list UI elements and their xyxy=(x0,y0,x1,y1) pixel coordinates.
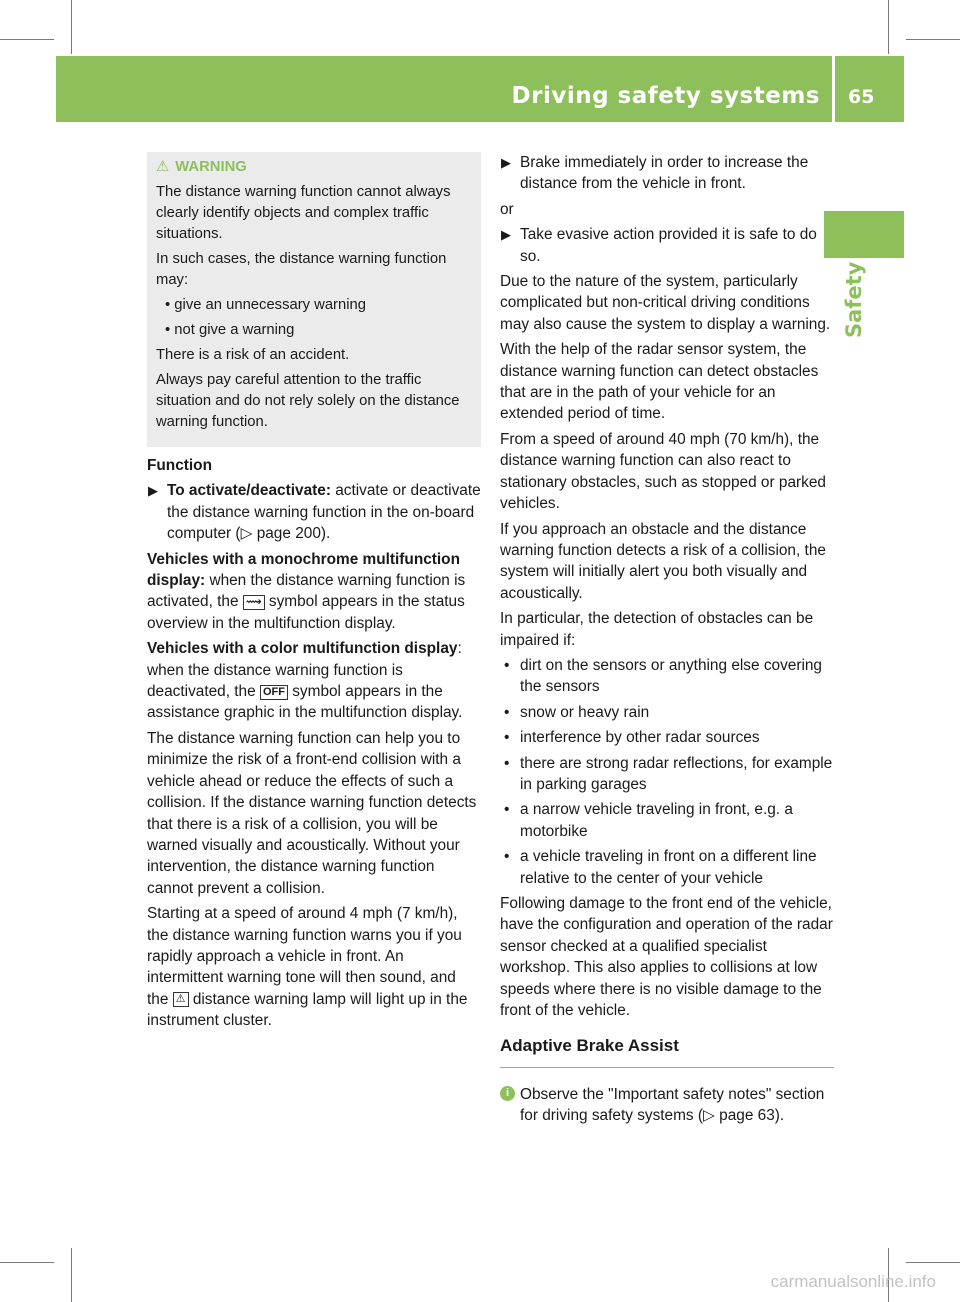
crop-mark xyxy=(906,39,960,40)
page-ref-icon: ▷ xyxy=(240,525,253,543)
body-paragraph: Starting at a speed of around 4 mph (7 km/h), the distance warning function warns you if you rapidly approach a vehicle in front. An intermittent warning tone will then sound, and the ⚠ distance warning lamp will light up in the instrument cluster. xyxy=(147,905,468,1030)
section-label: Safety xyxy=(842,261,866,338)
left-column xyxy=(147,152,481,1036)
or-text: or xyxy=(500,200,514,218)
step-arrow-icon: ▶ xyxy=(148,483,158,499)
warning-bullet: • give an unnecessary warning xyxy=(165,297,366,313)
crop-mark xyxy=(0,39,54,40)
crop-mark xyxy=(71,1248,72,1302)
info-note: i Observe the "Important safety notes" section for driving safety systems (▷ page 63). xyxy=(500,1084,834,1127)
body-paragraph: Due to the nature of the system, particularly complicated but non-critical driving conditions may also cause the system to display a warning. xyxy=(500,273,831,333)
section-tab xyxy=(824,211,904,258)
warning-text: Always pay careful attention to the traffic situation and do not rely solely on the distance warning function. xyxy=(156,372,460,430)
body-paragraph: Following damage to the front end of the vehicle, have the configuration and operation of the radar sensor checked at a qualified specialist workshop. This also applies to collisions at low speeds where there is no visible damage to the front of the vehicle. xyxy=(500,895,833,1020)
watermark: carmanualsonline.info xyxy=(770,1272,936,1291)
step-arrow-icon: ▶ xyxy=(501,227,511,243)
distance-warning-icon: ⟿ xyxy=(243,595,265,610)
list-item: • there are strong radar reflections, for example in parking garages xyxy=(504,754,833,793)
mono-display-paragraph: Vehicles with a monochrome multifunction display: when the distance warning function is activated, the ⟿ symbol appears in the status overview in the multifunction display. xyxy=(147,550,466,632)
page-ref-icon: ▷ xyxy=(703,1107,715,1125)
body-paragraph: With the help of the radar sensor system, the distance warning function can detect obstacles that are in the path of your vehicle for an extended period of time. xyxy=(500,341,819,423)
warning-text: The distance warning function cannot always clearly identify objects and complex traffic situations. xyxy=(156,184,451,242)
info-icon: i xyxy=(500,1086,515,1101)
body-paragraph: If you approach an obstacle and the distance warning function detects a risk of a collision, the system will initially alert you both visually and acoustically. xyxy=(500,520,826,602)
list-item: • dirt on the sensors or anything else covering the sensors xyxy=(504,656,822,696)
warning-text: There is a risk of an accident. xyxy=(156,347,350,363)
step-brake: ▶ Brake immediately in order to increase the distance from the vehicle in front. xyxy=(501,154,809,193)
warning-text: In such cases, the distance warning function may: xyxy=(156,251,447,288)
page-title: Driving safety systems xyxy=(511,83,820,109)
warning-lamp-icon: ⚠ xyxy=(173,992,189,1007)
list-item: • snow or heavy rain xyxy=(504,703,650,721)
header-divider xyxy=(832,56,835,122)
distance-warning-off-icon: OFF xyxy=(260,685,288,700)
step-arrow-icon: ▶ xyxy=(501,155,511,170)
step-evade: ▶ Take evasive action provided it is safe to do so. xyxy=(501,226,817,265)
warning-box xyxy=(147,152,481,447)
body-paragraph: In particular, the detection of obstacles can be impaired if: xyxy=(500,610,814,649)
color-display-paragraph: Vehicles with a color multifunction display: when the distance warning function is deactivated, the OFF symbol appears in the assistance graphic in the multifunction display. xyxy=(147,640,463,722)
list-item: • a vehicle traveling in front on a different line relative to the center of your vehicle xyxy=(504,848,817,887)
list-item: • interference by other radar sources xyxy=(504,729,760,747)
warning-bullet: • not give a warning xyxy=(165,322,295,338)
warning-triangle-icon: ⚠ xyxy=(156,159,170,175)
crop-mark xyxy=(906,1262,960,1263)
step-activate: ▶ To activate/deactivate: activate or deactivate the distance warning function in the on-board computer (▷ page 200). xyxy=(148,482,481,543)
warning-heading: ⚠ WARNING xyxy=(156,159,247,175)
body-paragraph: The distance warning function can help you to minimize the risk of a front-end collision with a vehicle ahead or reduce the effects of such a collision. If the distance warning function detects that there is a risk of a collision, you will be warned visually and acoustically. Without your intervention, the distance warning function cannot prevent a collision. xyxy=(147,729,477,897)
body-paragraph: From a speed of around 40 mph (70 km/h), the distance warning function can also react to stationary obstacles, such as stopped or parked vehicles. xyxy=(500,430,826,513)
crop-mark xyxy=(0,1262,54,1263)
right-column xyxy=(500,152,834,1131)
page-number: 65 xyxy=(848,86,875,108)
crop-mark xyxy=(888,0,889,54)
list-item: • a narrow vehicle traveling in front, e.g. a motorbike xyxy=(504,801,793,840)
function-heading: Function xyxy=(147,457,212,474)
crop-mark xyxy=(71,0,72,54)
section-heading: Adaptive Brake Assist xyxy=(500,1035,834,1067)
